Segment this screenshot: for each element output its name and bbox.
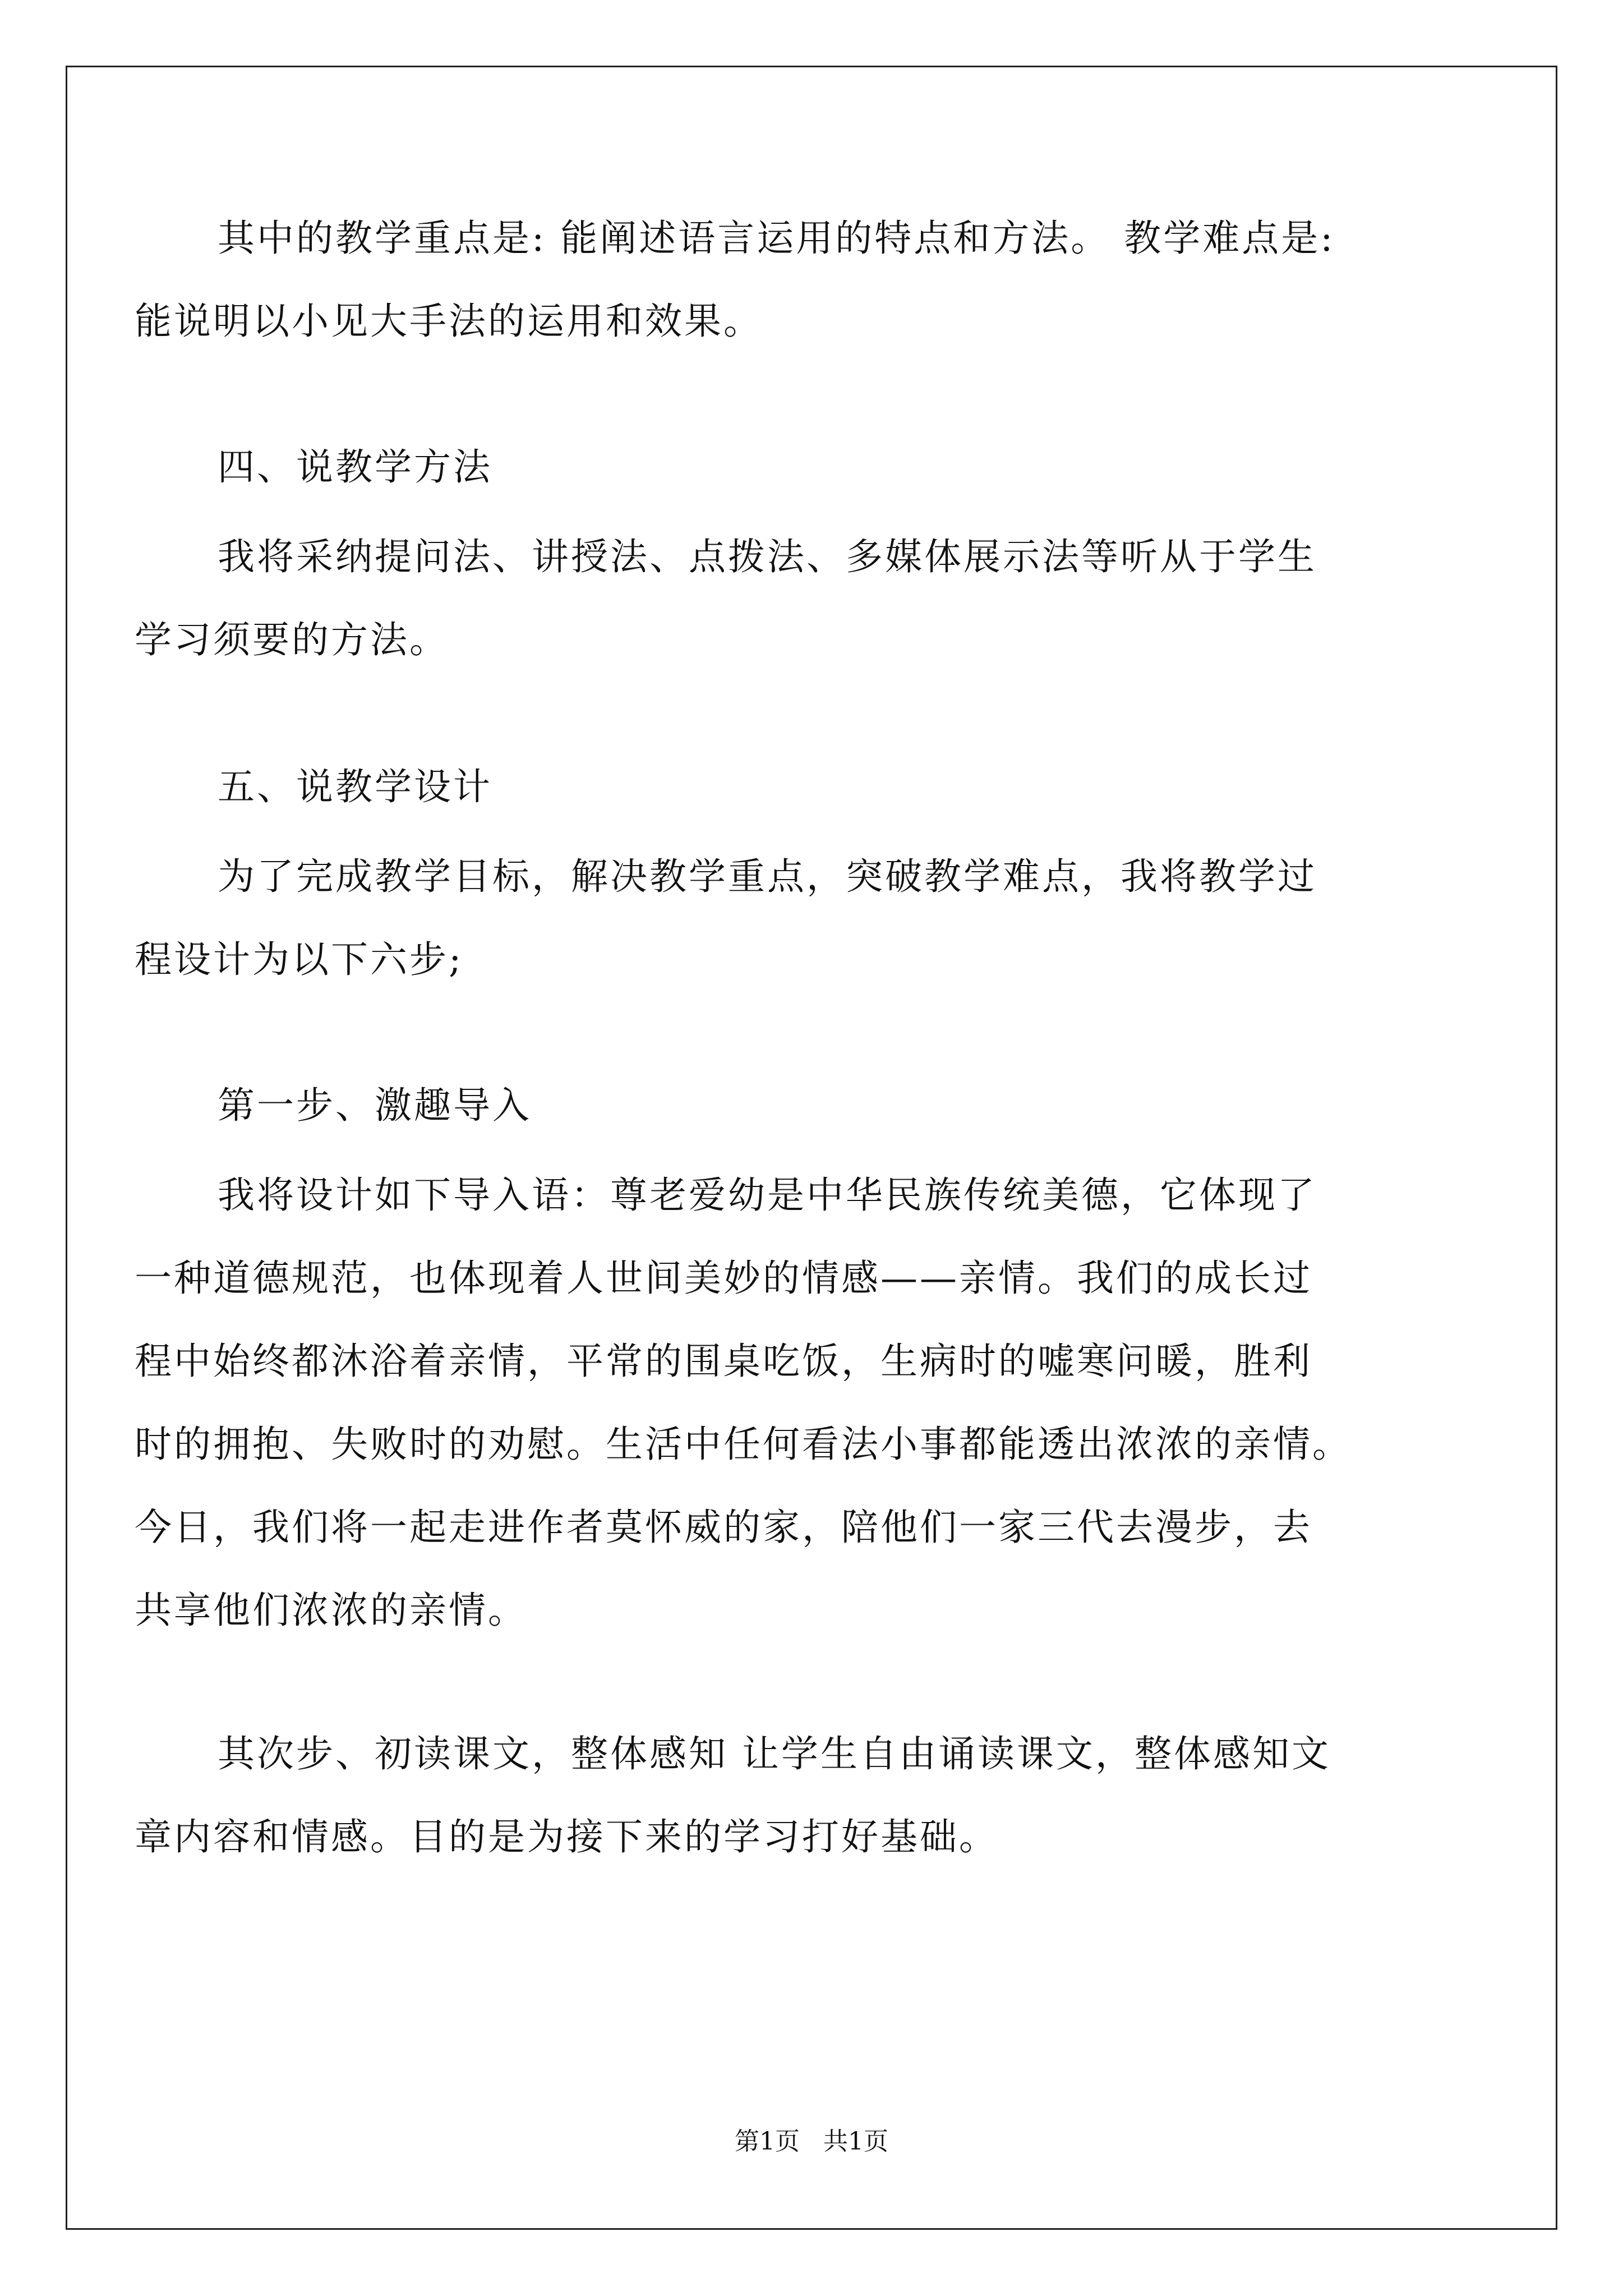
paragraph-line: 程设计为以下六步;	[135, 938, 464, 981]
paragraph-line: 为了完成教学目标，解决教学重点，突破教学难点，我将教学过	[218, 855, 1317, 898]
paragraph-line: 今日，我们将一起走进作者莫怀威的家，陪他们一家三代去漫步，去	[135, 1506, 1312, 1549]
paragraph-line: 程中始终都沐浴着亲情，平常的围桌吃饭，生病时的嘘寒问暖，胜利	[135, 1340, 1312, 1383]
page-number: 第1页 共1页	[735, 2127, 888, 2156]
paragraph-line: 一种道德规范，也体现着人世间美妙的情感——亲情。我们的成长过	[135, 1257, 1312, 1300]
paragraph-line: 我将采纳提问法、讲授法、点拨法、多媒体展示法等听从于学生	[218, 535, 1317, 578]
section-heading: 四、说教学方法	[218, 445, 492, 489]
paragraph-line: 章内容和情感。目的是为接下来的学习打好基础。	[135, 1815, 998, 1858]
paragraph-line: 我将设计如下导入语：尊老爱幼是中华民族传统美德，它体现了	[218, 1174, 1317, 1217]
paragraph-line: 其中的教学重点是: 能阐述语言运用的特点和方法。 教学难点是:	[218, 217, 1335, 260]
page-border	[66, 66, 1557, 2230]
paragraph-line: 时的拥抱、失败时的劝慰。生活中任何看法小事都能透出浓浓的亲情。	[135, 1423, 1352, 1466]
paragraph-line: 能说明以小见大手法的运用和效果。	[135, 300, 763, 343]
paragraph-line: 共享他们浓浓的亲情。	[135, 1589, 527, 1632]
paragraph-line: 学习须要的方法。	[135, 618, 449, 661]
section-heading: 五、说教学设计	[218, 765, 492, 808]
step-heading: 第一步、激趣导入	[218, 1084, 532, 1127]
paragraph-line: 其次步、初读课文，整体感知 让学生自由诵读课文，整体感知文	[218, 1732, 1331, 1775]
